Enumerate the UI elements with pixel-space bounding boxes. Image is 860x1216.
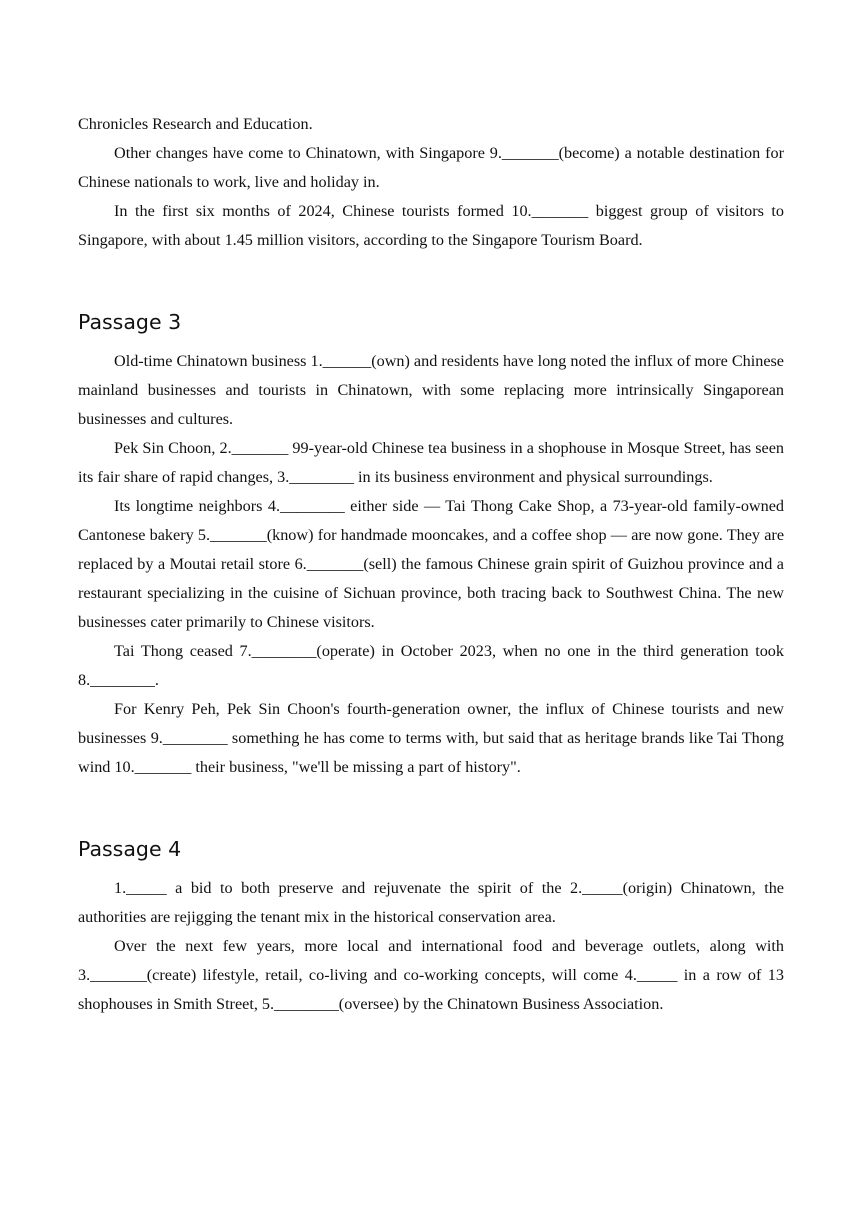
passage-3-title: Passage 3 (78, 310, 182, 334)
paragraph: In the first six months of 2024, Chinese tourists formed 10._______ biggest group of visitors to Singapore, with about 1.45 million visitors, according to the Singapore Tourism Board. (78, 202, 784, 249)
paragraph: For Kenry Peh, Pek Sin Choon's fourth-generation owner, the influx of Chinese tourists and new businesses 9.________ something he has come to terms with, but said that as heritage brands like Tai Thong wind 10._______ their business, "we'll be missing a part of history". (78, 700, 784, 776)
paragraph: Pek Sin Choon, 2._______ 99-year-old Chinese tea business in a shophouse in Mosque Street, has seen its fair share of rapid changes, 3.________ in its business environment and physical surroundings. (78, 439, 784, 486)
paragraph: Chronicles Research and Education. (78, 115, 313, 133)
paragraph: Tai Thong ceased 7.________(operate) in October 2023, when no one in the third generation took 8.________. (78, 642, 784, 689)
paragraph: 1._____ a bid to both preserve and rejuvenate the spirit of the 2._____(origin) Chinatown, the authorities are rejigging the tenant mix in the historical conservation area. (78, 879, 784, 926)
paragraph: Other changes have come to Chinatown, with Singapore 9._______(become) a notable destination for Chinese nationals to work, live and holiday in. (78, 144, 784, 191)
paragraph: Old-time Chinatown business 1.______(own) and residents have long noted the influx of more Chinese mainland businesses and tourists in Chinatown, with some replacing more intrinsically Singaporean businesses and cultures. (78, 352, 784, 428)
paragraph: Over the next few years, more local and international food and beverage outlets, along with 3._______(create) lifestyle, retail, co-living and co-working concepts, will come 4._____ in a row of 13 shophouses in Smith Street, 5.________(oversee) by the Chinatown Business Association. (78, 937, 784, 1013)
document-page (78, 110, 784, 1019)
passage-4 (78, 834, 784, 1019)
passage-4-title: Passage 4 (78, 837, 182, 861)
paragraph: Its longtime neighbors 4.________ either side — Tai Thong Cake Shop, a 73-year-old family-owned Cantonese bakery 5._______(know) for handmade mooncakes, and a coffee shop — are now gone. They are replaced by a Moutai retail store 6._______(sell) the famous Chinese grain spirit of Guizhou province and a restaurant specializing in the cuisine of Sichuan province, both tracing back to Southwest China. The new businesses cater primarily to Chinese visitors. (78, 497, 784, 631)
passage-3 (78, 307, 784, 782)
passage-2-continuation (78, 110, 784, 255)
